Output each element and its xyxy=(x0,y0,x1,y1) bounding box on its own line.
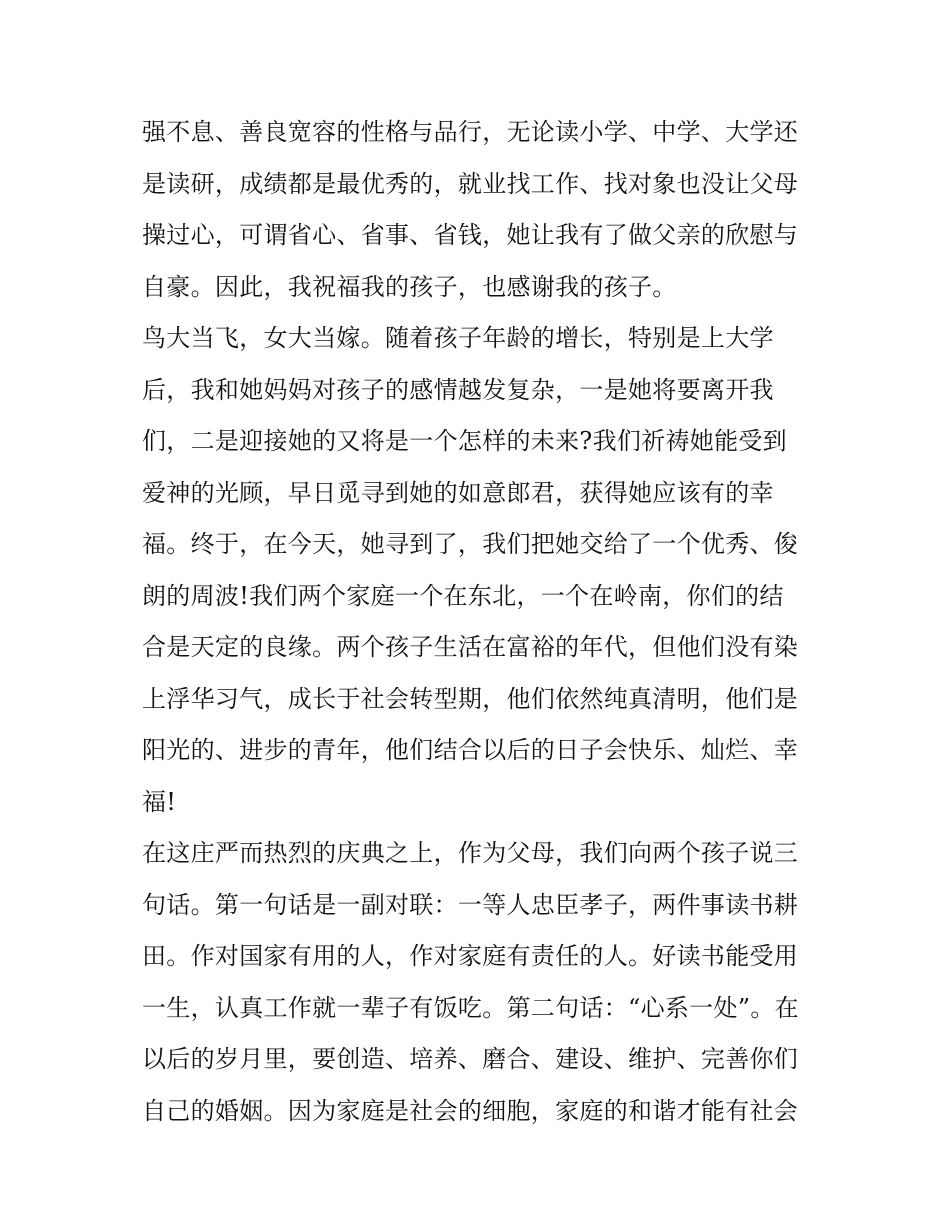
text-line: 福。终于，在今天，她寻到了，我们把她交给了一个优秀、俊 xyxy=(142,530,799,558)
text-line: 们，二是迎接她的又将是一个怎样的未来?我们祈祷她能受到 xyxy=(142,427,787,455)
text-line: 一生，认真工作就一辈子有饭吃。第二句话：“心系一处”。在 xyxy=(142,993,799,1022)
text-line: 爱神的光顾，早日觅寻到她的如意郎君，获得她应该有的幸 xyxy=(142,478,774,507)
text-line: 朗的周波!我们两个家庭一个在东北，一个在岭南，你们的结 xyxy=(142,581,784,610)
text-line: 阳光的、进步的青年，他们结合以后的日子会快乐、灿烂、幸 xyxy=(142,736,799,764)
text-line: 自豪。因此，我祝福我的孩子，也感谢我的孩子。 xyxy=(142,272,677,301)
text-line: 是读研，成绩都是最优秀的，就业找工作、找对象也没让父母 xyxy=(142,169,799,198)
text-line: 福! xyxy=(142,787,177,816)
text-line: 上浮华习气，成长于社会转型期，他们依然纯真清明，他们是 xyxy=(142,684,799,713)
text-line: 以后的岁月里，要创造、培养、磨合、建设、维护、完善你们 xyxy=(142,1045,799,1073)
text-line: 合是天定的良缘。两个孩子生活在富裕的年代，但他们没有染 xyxy=(142,633,799,661)
text-line: 句话。第一句话是一副对联：一等人忠臣孝子，两件事读书耕 xyxy=(142,890,799,919)
text-line: 在这庄严而热烈的庆典之上，作为父母，我们向两个孩子说三 xyxy=(142,839,799,867)
text-line: 强不息、善良宽容的性格与品行，无论读小学、中学、大学还 xyxy=(142,118,799,146)
text-line: 后，我和她妈妈对孩子的感情越发复杂，一是她将要离开我 xyxy=(142,375,774,404)
body-text xyxy=(142,107,822,1137)
text-line: 操过心，可谓省心、省事、省钱，她让我有了做父亲的欣慰与 xyxy=(142,221,799,249)
text-line: 鸟大当飞，女大当嫁。随着孩子年龄的增长，特别是上大学 xyxy=(142,324,774,352)
text-line: 自己的婚姻。因为家庭是社会的细胞，家庭的和谐才能有社会 xyxy=(142,1096,799,1125)
text-line: 田。作对国家有用的人，作对家庭有责任的人。好读书能受用 xyxy=(142,942,799,970)
